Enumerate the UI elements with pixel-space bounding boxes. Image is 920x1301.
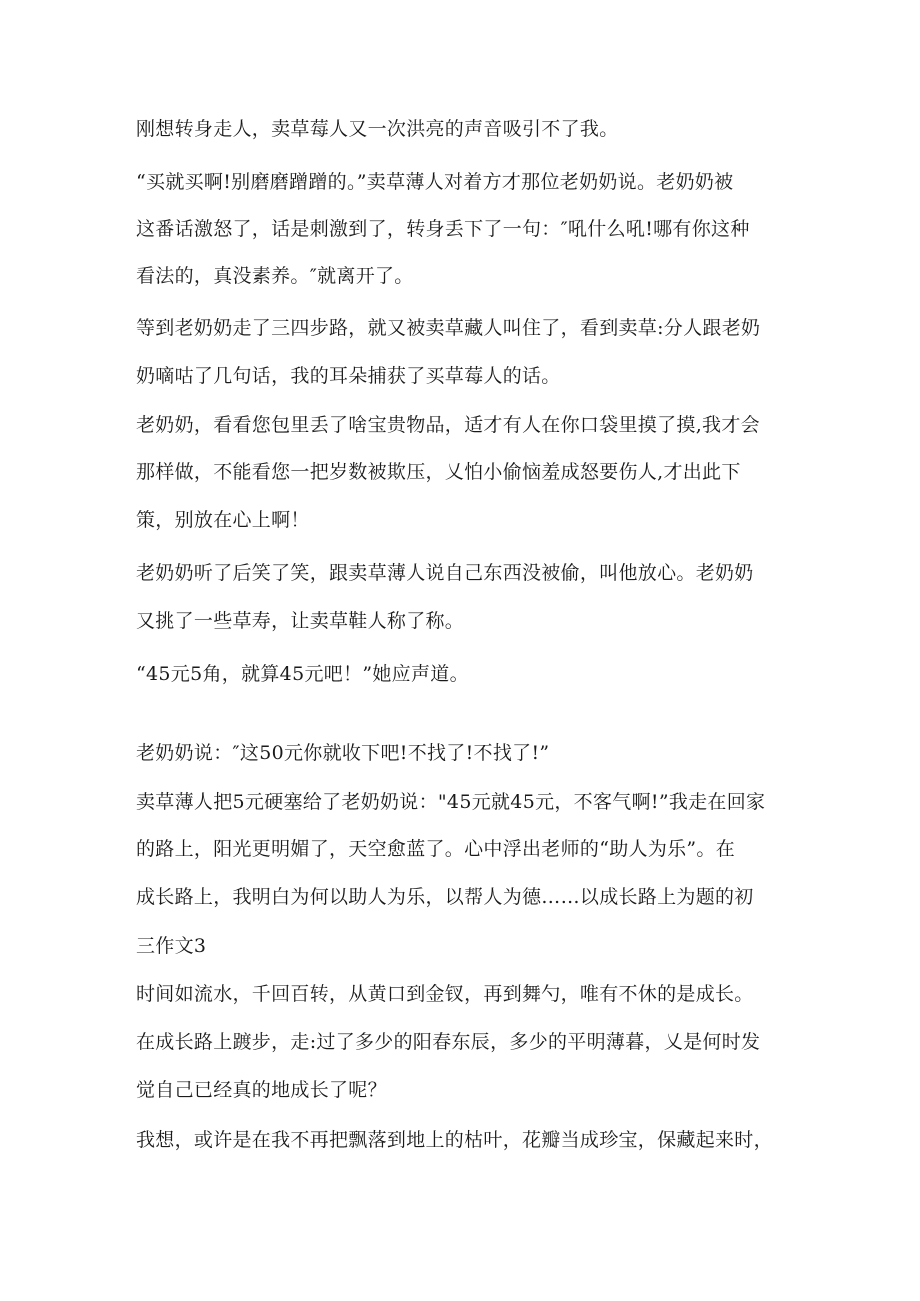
text-line: 老奶奶说：″这50元你就收下吧!不找了!不找了!” — [136, 742, 550, 764]
text-line: 老奶奶，看看您包里丢了啥宝贵物品，适才有人在你口袋里摸了摸,我才会 — [136, 414, 760, 436]
text-line: 卖草薄人把5元硬塞给了老奶奶说："45元就45元，不客气啊!”我走在回家 — [136, 791, 766, 813]
text-line: 策，别放在心上啊！ — [136, 509, 310, 531]
text-line: 在成长路上踱步，走:过了多少的阳春东辰，多少的平明薄暮，乂是何时发 — [136, 1031, 761, 1053]
text-line: 刚想转身走人，卖草莓人又一次洪亮的声音吸引不了我。 — [136, 118, 619, 140]
text-line: 的路上，阳光更明媚了，天空愈蓝了。心中浮出老师的“助人为乐”。在 — [136, 838, 736, 860]
text-line: 我想，或许是在我不再把飘落到地上的枯叶，花瓣当成珍宝，保藏起来时， — [136, 1129, 773, 1151]
text-line: “45元5角，就算45元吧！”她应声道。 — [136, 663, 469, 685]
text-line: 时间如流水，千回百转，从黄口到金钗，再到舞勺，唯有不休的是成长。 — [136, 983, 754, 1005]
text-line: 奶嘀咕了几句话，我的耳朵捕获了买草莓人的话。 — [136, 365, 561, 387]
text-line: 那样做，不能看您一把岁数被欺压，乂怕小偷恼羞成怒要伤人,才出此下 — [136, 461, 741, 483]
text-line: 等到老奶奶走了三四步路，就又被卖草藏人叫住了，看到卖草:分人跟老奶 — [136, 317, 761, 339]
text-line: 觉自己已经真的地成长了呢？ — [136, 1079, 387, 1101]
text-line: 三作文3 — [136, 935, 207, 957]
text-line: 成长路上，我明白为何以助人为乐，以帮人为德……以成长路上为题的初 — [136, 886, 754, 908]
text-line: 老奶奶听了后笑了笑，跟卖草薄人说自己东西没被偷，叫他放心。老奶奶 — [136, 562, 754, 584]
text-line: 这番话激怒了，话是刺激到了，转身丢下了一句：″吼什么吼!哪有你这种 — [136, 218, 750, 240]
text-line: “买就买啊!别磨磨蹭蹭的。”卖草薄人对着方才那位老奶奶说。老奶奶被 — [136, 171, 734, 193]
text-line: 又挑了一些草寿，让卖草鞋人称了称。 — [136, 610, 465, 632]
text-line: 看法的，真没素养。″就离开了。 — [136, 265, 414, 287]
